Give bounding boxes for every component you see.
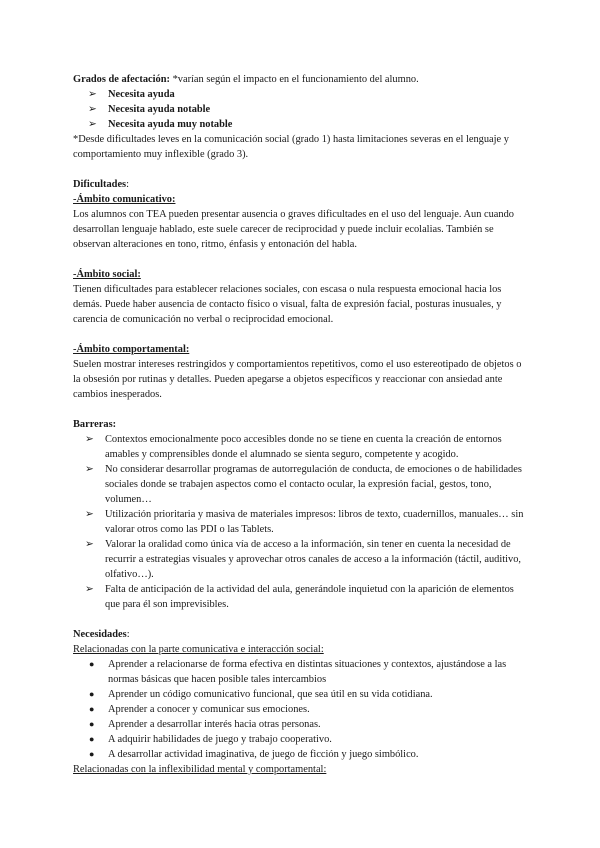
arrowhead-bullet-icon: ➢ <box>85 539 94 550</box>
list-item: ➢ Necesita ayuda <box>88 89 175 100</box>
arrowhead-bullet-icon: ➢ <box>85 464 94 475</box>
list-item: ● Aprender a conocer y comunicar sus emociones. <box>89 704 310 715</box>
list-item: ● A adquirir habilidades de juego y trabajo cooperativo. <box>89 734 332 745</box>
ambito-comportamental-text: Suelen mostrar intereses restringidos y comportamientos repetitivos, como el uso estereotipado de objetos o la obsesión por rutinas y detalles. Pueden apegarse a objetos específicos y reaccionar con ansiedad ante cambios inesperados. <box>73 359 522 400</box>
list-item: ➢ Contextos emocionalmente poco accesibles donde no se tiene en cuenta la creación de entornos amables y comprensibles donde el alumnado se sienta seguro, competente y acogido. <box>85 434 502 460</box>
grados-list <box>73 87 528 132</box>
list-item: ● Aprender a relacionarse de forma efectiva en distintas situaciones y contextos, ajustándose a las normas básicas que hacen posible tales intercambios <box>89 659 507 685</box>
list-item: ● Aprender a desarrollar interés hacia otras personas. <box>89 719 321 730</box>
necesidades-list <box>73 657 528 762</box>
dot-bullet-icon: ● <box>89 659 95 669</box>
ambito-comunicativo-text: Los alumnos con TEA pueden presentar ausencia o graves dificultades en el uso del lenguaje. Aun cuando desarrollan lenguaje hablado, este suele carecer de reciprocidad y puede incluir ecolalias. También se observan alteraciones en tono, ritmo, énfasis y entonación del habla. <box>73 209 514 250</box>
list-item: ➢ Valorar la oralidad como única vía de acceso a la información, sin tener en cuenta la necesidad de recurrir a estrategias visuales y aprovechar otros canales de acceso a la información (táctil, auditivo, olfativo…). <box>85 539 522 580</box>
list-item: ➢ Necesita ayuda muy notable <box>88 119 233 130</box>
arrowhead-bullet-icon: ➢ <box>85 509 94 520</box>
necesidades-heading: Necesidades: <box>73 629 130 640</box>
document-page <box>73 72 528 777</box>
list-item: ● Aprender un código comunicativo funcional, que sea útil en su vida cotidiana. <box>89 689 433 700</box>
dot-bullet-icon: ● <box>89 749 95 759</box>
necesidades-subheading-comunicativa: Relacionadas con la parte comunicativa e interacción social: <box>73 644 324 655</box>
arrowhead-bullet-icon: ➢ <box>88 104 97 115</box>
dot-bullet-icon: ● <box>89 719 95 729</box>
list-item: ➢ No considerar desarrollar programas de autorregulación de conducta, de emociones o de habilidades sociales donde se trabajen aspectos como el contacto ocular, la expresión facial, gestos, tono, volumen… <box>85 464 522 505</box>
list-item: ➢ Falta de anticipación de la actividad del aula, generándole inquietud con la aparición de elementos que para él son imprevisibles. <box>85 584 514 610</box>
dot-bullet-icon: ● <box>89 689 95 699</box>
dificultades-heading: Dificultades: <box>73 179 129 190</box>
grados-line <box>73 72 528 87</box>
grados-title: Grados de afectación: <box>73 74 170 85</box>
barreras-list <box>73 432 528 612</box>
list-item: ➢ Necesita ayuda notable <box>88 104 211 115</box>
grados-note: *Desde dificultades leves en la comunicación social (grado 1) hasta limitaciones severas en el lenguaje y comportamiento muy inflexible (grado 3). <box>73 134 509 160</box>
arrowhead-bullet-icon: ➢ <box>88 89 97 100</box>
necesidades-subheading-inflexibilidad: Relacionadas con la inflexibilidad mental y comportamental: <box>73 764 327 775</box>
ambito-comunicativo-heading: -Ámbito comunicativo: <box>73 194 176 205</box>
arrowhead-bullet-icon: ➢ <box>85 584 94 595</box>
ambito-social-heading: -Ámbito social: <box>73 269 141 280</box>
dot-bullet-icon: ● <box>89 704 95 714</box>
barreras-heading: Barreras: <box>73 419 117 430</box>
ambito-social-text: Tienen dificultades para establecer relaciones sociales, con escasa o nula respuesta emocional hacia los demás. Puede haber ausencia de contacto físico o visual, falta de expresión facial, posturas inusuales, y carencia de comunicación no verbal o reciprocidad emocional. <box>73 284 502 325</box>
ambito-comportamental-heading: -Ámbito comportamental: <box>73 344 190 355</box>
arrowhead-bullet-icon: ➢ <box>85 434 94 445</box>
dot-bullet-icon: ● <box>89 734 95 744</box>
list-item: ➢ Utilización prioritaria y masiva de materiales impresos: libros de texto, cuadernillos, manuales… sin valorar otros como las PDI o las Tablets. <box>85 509 524 535</box>
grados-intro: *varían según el impacto en el funcionamiento del alumno. <box>169 74 419 85</box>
arrowhead-bullet-icon: ➢ <box>88 119 97 130</box>
list-item: ● A desarrollar actividad imaginativa, de juego de ficción y juego simbólico. <box>89 749 419 760</box>
